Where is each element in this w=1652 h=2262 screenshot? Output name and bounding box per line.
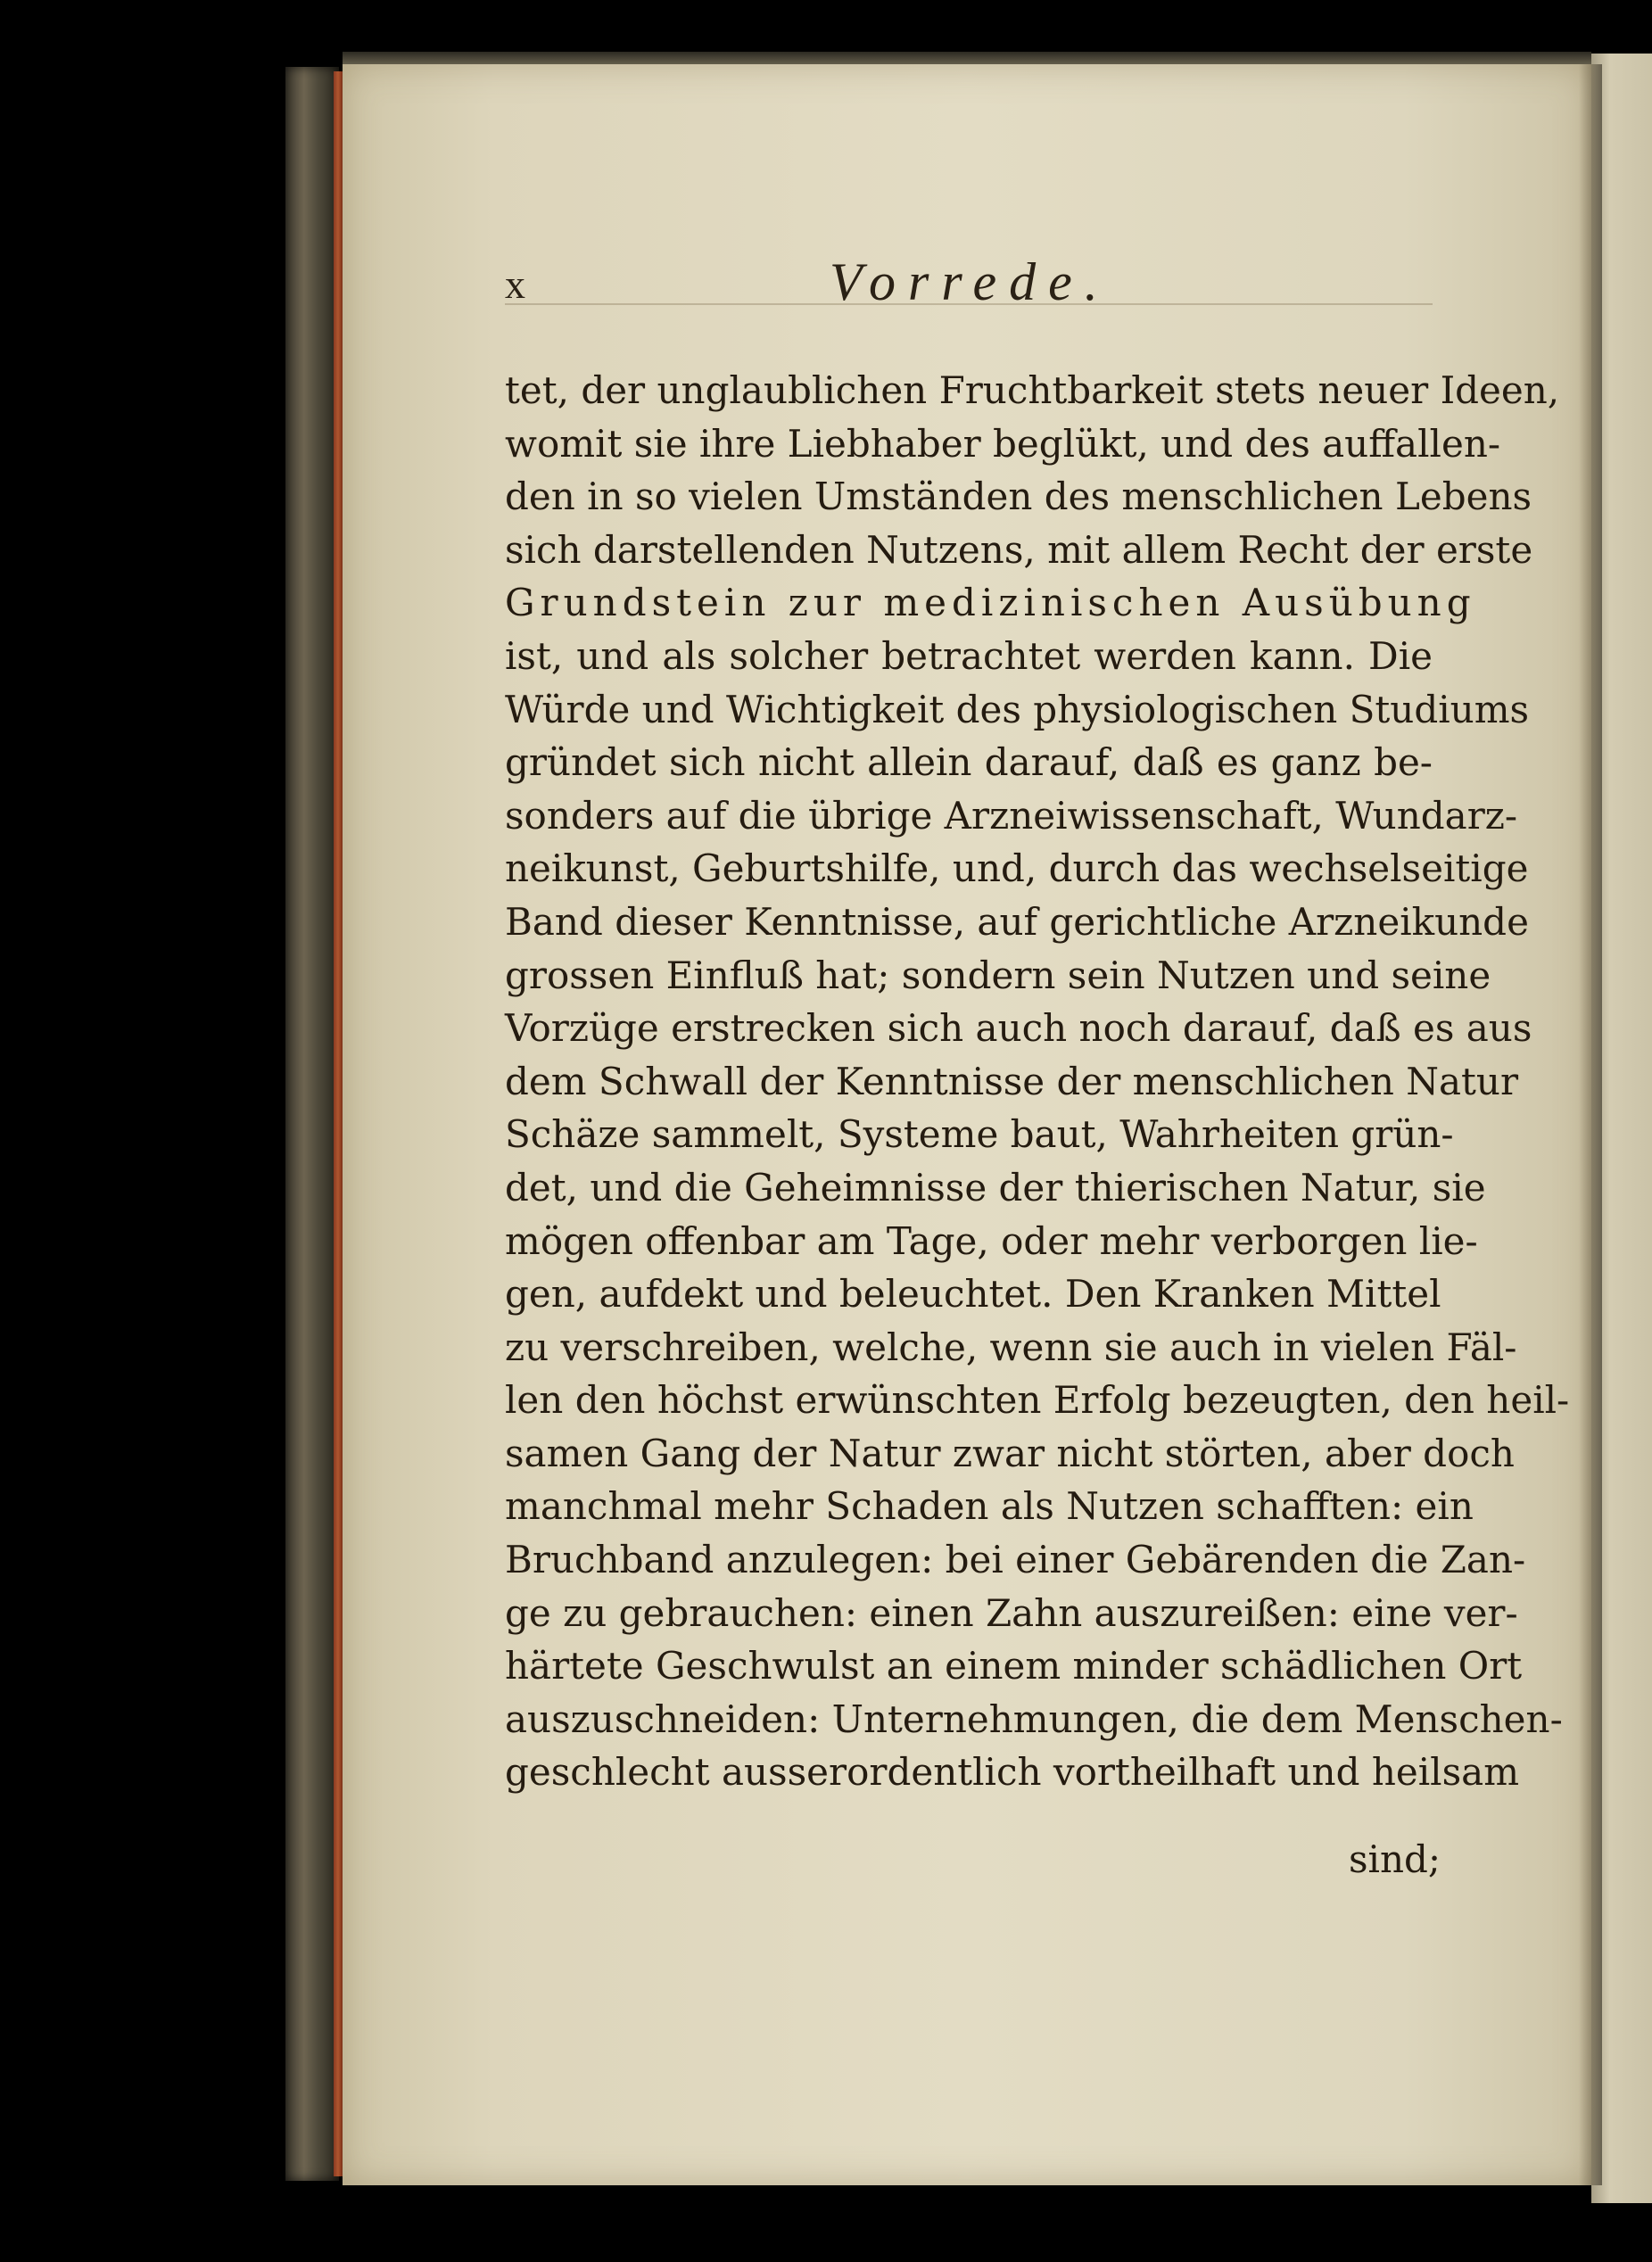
text-line: Vorzüge erstrecken sich auch noch darauf, daß es aus	[505, 1006, 1532, 1051]
text-line: Schäze sammelt, Systeme baut, Wahrheiten grün-	[505, 1112, 1454, 1157]
text-line: det, und die Geheimnisse der thierischen Natur, sie	[505, 1165, 1486, 1209]
text-line: dem Schwall der Kenntnisse der menschlichen Natur	[505, 1059, 1519, 1103]
text-line: ist, und als solcher betrachtet werden kann. Die	[505, 633, 1433, 678]
text-line: gründet sich nicht allein darauf, daß es ganz be-	[505, 740, 1433, 785]
text-line: grossen Einfluß hat; sondern sein Nutzen und seine	[505, 953, 1491, 997]
gutter-shadow	[1579, 64, 1602, 2185]
catchword: sind;	[1349, 1837, 1441, 1881]
header-rule	[505, 303, 1433, 305]
text-line: sich darstellenden Nutzens, mit allem Recht der erste	[505, 527, 1533, 572]
text-line: womit sie ihre Liebhaber beglükt, und des auffallen-	[505, 421, 1501, 466]
text-line: sonders auf die übrige Arzneiwissenschaft, Wundarz-	[505, 793, 1518, 838]
text-line: Grundstein zur medizinischen Ausübung	[505, 581, 1476, 625]
text-line: zu verschreiben, welche, wenn sie auch in vielen Fäl-	[505, 1325, 1517, 1369]
text-line: len den höchst erwünschten Erfolg bezeugten, den heil-	[505, 1378, 1570, 1423]
cover-edge	[334, 71, 343, 2176]
body-text	[505, 364, 1570, 1799]
text-line: Würde und Wichtigkeit des physiologischen Studiums	[505, 687, 1530, 731]
text-line: geschlecht ausserordentlich vortheilhaft und heilsam	[505, 1750, 1520, 1795]
text-line: tet, der unglaublichen Fruchtbarkeit stets neuer Ideen,	[505, 368, 1560, 412]
text-line: auszuschneiden: Unternehmungen, die dem Menschen-	[505, 1696, 1563, 1741]
text-line: Bruchband anzulegen: bei einer Gebärenden die Zan-	[505, 1538, 1526, 1582]
text-line: ge zu gebrauchen: einen Zahn auszureißen: eine ver-	[505, 1590, 1518, 1635]
text-line: den in so vielen Umständen des menschlichen Lebens	[505, 475, 1532, 519]
text-line: manchmal mehr Schaden als Nutzen schafften: ein	[505, 1484, 1474, 1529]
running-title: Vorrede.	[830, 252, 1111, 311]
text-line: gen, aufdekt und beleuchtet. Den Kranken Mittel	[505, 1272, 1441, 1317]
book-cover	[285, 67, 339, 2181]
text-line: neikunst, Geburtshilfe, und, durch das wechselseitige	[505, 846, 1529, 891]
text-line: härtete Geschwulst an einem minder schädlichen Ort	[505, 1644, 1523, 1688]
page-number: x	[505, 261, 525, 307]
text-line: mögen offenbar am Tage, oder mehr verborgen lie-	[505, 1218, 1478, 1263]
text-line: samen Gang der Natur zwar nicht störten, aber doch	[505, 1431, 1515, 1475]
text-line: Band dieser Kenntnisse, auf gerichtliche Arzneikunde	[505, 899, 1529, 944]
